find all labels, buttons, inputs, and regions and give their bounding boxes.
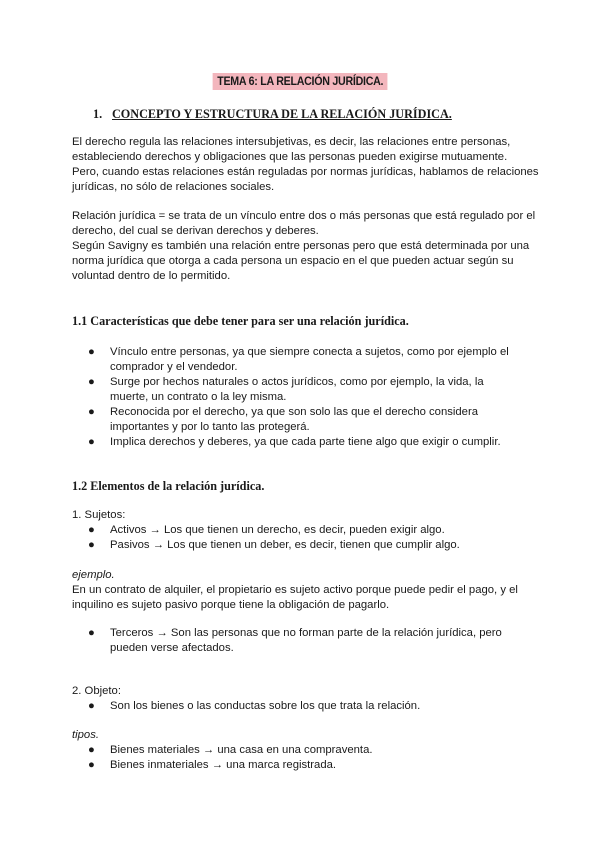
bullet-icon: ● [88, 700, 95, 712]
sujetos-list [72, 523, 524, 553]
list-item-text: Son los bienes o las conductas sobre los que trata la relación. [110, 700, 421, 712]
list-item [72, 375, 524, 405]
bullet-icon: ● [88, 627, 95, 639]
terceros-list [72, 626, 524, 656]
ejemplo-label: ejemplo. [72, 569, 115, 581]
list-item [72, 405, 524, 435]
section-title: CONCEPTO Y ESTRUCTURA DE LA RELACIÓN JURÍDICA. [112, 107, 452, 121]
sujetos-label: 1. Sujetos: [72, 509, 126, 521]
bullet-icon: ● [88, 346, 95, 358]
title-container [0, 73, 600, 90]
list-item-text: Activos → Los que tienen un derecho, es decir, pueden exigir algo. [110, 524, 445, 536]
objeto-list [72, 699, 524, 714]
bullet-icon: ● [88, 744, 95, 756]
bullet-icon: ● [88, 759, 95, 771]
list-item [72, 699, 524, 714]
list-item [72, 435, 524, 450]
subsection-heading-1-1: 1.1 Características que debe tener para ser una relación jurídica. [72, 314, 409, 328]
bullet-icon: ● [88, 539, 95, 551]
list-item [72, 758, 524, 773]
bullet-icon: ● [88, 406, 95, 418]
list-item-text: Reconocida por el derecho, ya que son solo las que el derecho considera importantes y por lo tanto las protegerá. [110, 406, 479, 433]
bullet-icon: ● [88, 436, 95, 448]
tipos-label: tipos. [72, 729, 100, 741]
tipos-list [72, 743, 524, 773]
list-item-text: Implica derechos y deberes, ya que cada parte tiene algo que exigir o cumplir. [110, 436, 501, 448]
savigny-paragraph: Según Savigny es también una relación entre personas pero que está determinada por una norma jurídica que otorga a cada persona un espacio en el que pueden actuar según su voluntad dentro de lo permitido. [72, 240, 530, 282]
list-item-text: Bienes inmateriales → una marca registrada. [110, 759, 337, 771]
section-number: 1. [93, 107, 103, 121]
list-item [72, 345, 524, 375]
definition-paragraph: Relación jurídica = se trata de un vínculo entre dos o más personas que está regulado por el derecho, del cual se derivan derechos y deberes. [72, 210, 536, 237]
list-item-text: Vínculo entre personas, ya que siempre conecta a sujetos, como por ejemplo el comprador y el vendedor. [110, 346, 509, 373]
section-heading-1 [93, 107, 452, 122]
list-item-text: Surge por hechos naturales o actos jurídicos, como por ejemplo, la vida, la muerte, un contrato o la ley misma. [110, 376, 484, 403]
subsection-heading-1-2: 1.2 Elementos de la relación jurídica. [72, 479, 265, 493]
list-item [72, 626, 524, 656]
page-title: TEMA 6: LA RELACIÓN JURÍDICA. [212, 73, 387, 90]
characteristics-list [72, 345, 524, 450]
intro-paragraph-1: El derecho regula las relaciones intersubjetivas, es decir, las relaciones entre personas, estableciendo derechos y obligaciones que las personas pueden exigirse mutuamente. [72, 136, 511, 163]
bullet-icon: ● [88, 376, 95, 388]
list-item-text: Bienes materiales → una casa en una compraventa. [110, 744, 373, 756]
list-item-text: Pasivos → Los que tienen un deber, es decir, tienen que cumplir algo. [110, 539, 460, 551]
ejemplo-paragraph: En un contrato de alquiler, el propietario es sujeto activo porque puede pedir el pago, y el inquilino es sujeto pasivo porque tiene la obligación de pagarlo. [72, 584, 518, 611]
intro-paragraph-2: Pero, cuando estas relaciones están reguladas por normas jurídicas, hablamos de relaciones jurídicas, no sólo de relaciones sociales. [72, 166, 539, 193]
bullet-icon: ● [88, 524, 95, 536]
list-item [72, 523, 524, 538]
list-item [72, 743, 524, 758]
list-item [72, 538, 524, 553]
list-item-text: Terceros → Son las personas que no forman parte de la relación jurídica, pero pueden verse afectados. [110, 627, 502, 654]
objeto-label: 2. Objeto: [72, 685, 121, 697]
